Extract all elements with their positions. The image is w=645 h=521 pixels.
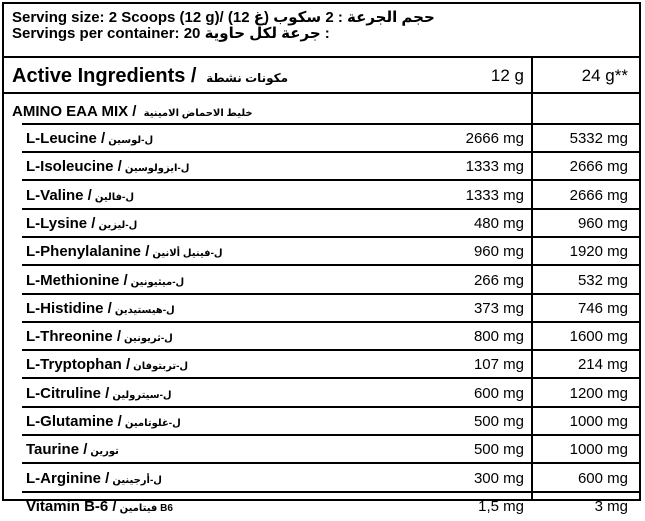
ingredient-name	[26, 299, 175, 321]
amino-eaa-mix-title	[12, 103, 253, 123]
ingredient-name-en: Vitamin B-6 /	[26, 497, 117, 515]
amount-24g: 5332 mg	[569, 130, 628, 147]
ingredient-name-ar: ل-ليزين	[98, 219, 138, 231]
column-header-24g: 24 g**	[581, 66, 628, 85]
ingredient-name-en: Taurine /	[26, 441, 88, 459]
ingredient-row	[4, 408, 639, 436]
ingredient-name-en: L-Citruline /	[26, 384, 110, 402]
amount-24g: 214 mg	[577, 356, 628, 374]
mix-label-ar: خليط الاحماض الامينية	[143, 108, 253, 119]
amount-24g: 1000 mg	[569, 441, 628, 459]
ingredient-name-ar: تورين	[90, 446, 119, 458]
ingredient-name	[26, 355, 188, 377]
amount-12g: 373 mg	[473, 299, 524, 317]
serving-size-line	[12, 10, 435, 26]
ingredient-name	[26, 440, 119, 462]
amount-24g: 1000 mg	[569, 413, 628, 430]
ingredient-row	[4, 238, 639, 266]
divider	[4, 56, 639, 58]
ingredient-name-ar: ل-هيستيدين	[114, 304, 175, 316]
ingredient-name-ar: ل-أرجينين	[112, 474, 162, 486]
ingredient-name-en: L-Histidine /	[26, 299, 112, 317]
ingredient-name-en: L-Valine /	[26, 186, 92, 204]
ingredient-name	[26, 186, 134, 208]
amount-12g: 107 mg	[473, 356, 524, 374]
amount-12g: 480 mg	[473, 214, 524, 232]
ingredient-row	[4, 436, 639, 464]
ingredient-name	[26, 214, 137, 236]
amount-24g: 2666 mg	[569, 186, 628, 204]
ingredient-name-en: L-Glutamine /	[26, 413, 122, 430]
supplement-facts-panel	[2, 2, 641, 515]
serving-info	[12, 10, 435, 42]
servings-per-container-line	[12, 26, 435, 42]
ingredient-name-ar: ل-سيترولين	[112, 389, 172, 401]
ingredient-name-ar: ل-فينيل ألانين	[152, 248, 223, 260]
servings-per-container-text: Servings per container: 20	[12, 25, 201, 42]
ingredient-row	[4, 267, 639, 295]
ingredient-name	[26, 157, 189, 179]
ingredient-row	[4, 210, 639, 238]
ingredient-name-ar: ل-ايزولوسين	[124, 163, 190, 175]
ingredient-row	[4, 295, 639, 323]
amount-24g: 3 mg	[594, 497, 628, 515]
amount-12g: 1333 mg	[465, 186, 524, 204]
ingredient-row	[4, 351, 639, 379]
amount-12g: 2666 mg	[465, 130, 524, 147]
amount-24g: 1600 mg	[569, 328, 628, 346]
ingredient-row	[4, 465, 639, 493]
serving-size-text-ar: (12 غ) حجم الجرعة : 2 سكوب	[227, 9, 435, 26]
mix-label: AMINO EAA MIX /	[12, 103, 137, 120]
ingredient-row	[4, 493, 639, 521]
ingredient-name	[26, 412, 181, 434]
amount-12g: 600 mg	[473, 384, 524, 402]
ingredient-name-en: L-Phenylalanine /	[26, 243, 150, 261]
ingredient-row	[4, 153, 639, 181]
ingredient-row	[4, 380, 639, 408]
ingredient-name-en: L-Tryptophan /	[26, 356, 131, 374]
ingredient-name	[26, 497, 173, 519]
ingredient-name-en: L-Methionine /	[26, 271, 128, 289]
active-ingredients-label-ar: مكونات نشطة	[206, 71, 289, 85]
amount-12g: 800 mg	[473, 328, 524, 346]
amount-24g: 2666 mg	[569, 158, 628, 176]
amount-12g: 1,5 mg	[478, 497, 524, 515]
amount-24g: 1200 mg	[569, 384, 628, 402]
ingredient-name-en: L-Isoleucine /	[26, 158, 122, 176]
ingredient-name-en: L-Arginine /	[26, 469, 110, 487]
ingredient-name-ar: ل-فالين	[94, 191, 135, 203]
amount-24g: 1920 mg	[569, 243, 628, 261]
ingredient-name-ar: ل-لوسين	[108, 135, 154, 146]
amount-24g: 600 mg	[577, 469, 628, 487]
ingredient-name-ar: ل-غلوتامين	[124, 418, 181, 429]
amount-12g: 266 mg	[473, 271, 524, 289]
amount-12g: 960 mg	[473, 243, 524, 261]
amount-12g: 300 mg	[473, 469, 524, 487]
ingredient-name	[26, 384, 172, 406]
amount-12g: 1333 mg	[465, 158, 524, 176]
serving-size-text: Serving size: 2 Scoops (12 g)/	[12, 9, 224, 26]
ingredient-row	[4, 182, 639, 210]
ingredient-name	[26, 327, 173, 349]
ingredient-row	[4, 125, 639, 153]
divider	[4, 92, 639, 94]
amount-12g: 500 mg	[473, 413, 524, 430]
servings-per-container-text-ar: جرعة لكل حاوية :	[204, 25, 330, 42]
ingredient-name	[26, 469, 162, 491]
ingredient-name	[26, 242, 223, 264]
ingredient-name-en: L-Lysine /	[26, 214, 96, 232]
active-ingredients-label: Active Ingredients /	[12, 65, 197, 87]
column-header-12g: 12 g	[490, 66, 524, 85]
amount-12g: 500 mg	[473, 441, 524, 459]
ingredient-row	[4, 323, 639, 351]
ingredient-name	[26, 129, 153, 151]
amount-24g: 746 mg	[577, 299, 628, 317]
ingredient-name-en: L-Leucine /	[26, 130, 106, 147]
ingredient-name-ar: ل-ميثيونين	[130, 276, 185, 288]
ingredient-name-ar: ل-تربتوفان	[133, 361, 189, 373]
amount-24g: 960 mg	[577, 214, 628, 232]
ingredient-name	[26, 271, 184, 293]
amount-24g: 532 mg	[577, 271, 628, 289]
ingredient-name-ar: ل-ثريونين	[124, 333, 173, 345]
active-ingredients-title	[12, 64, 288, 90]
ingredient-name-ar: فيتامين B6	[119, 502, 173, 514]
ingredient-name-en: L-Threonine /	[26, 328, 121, 346]
